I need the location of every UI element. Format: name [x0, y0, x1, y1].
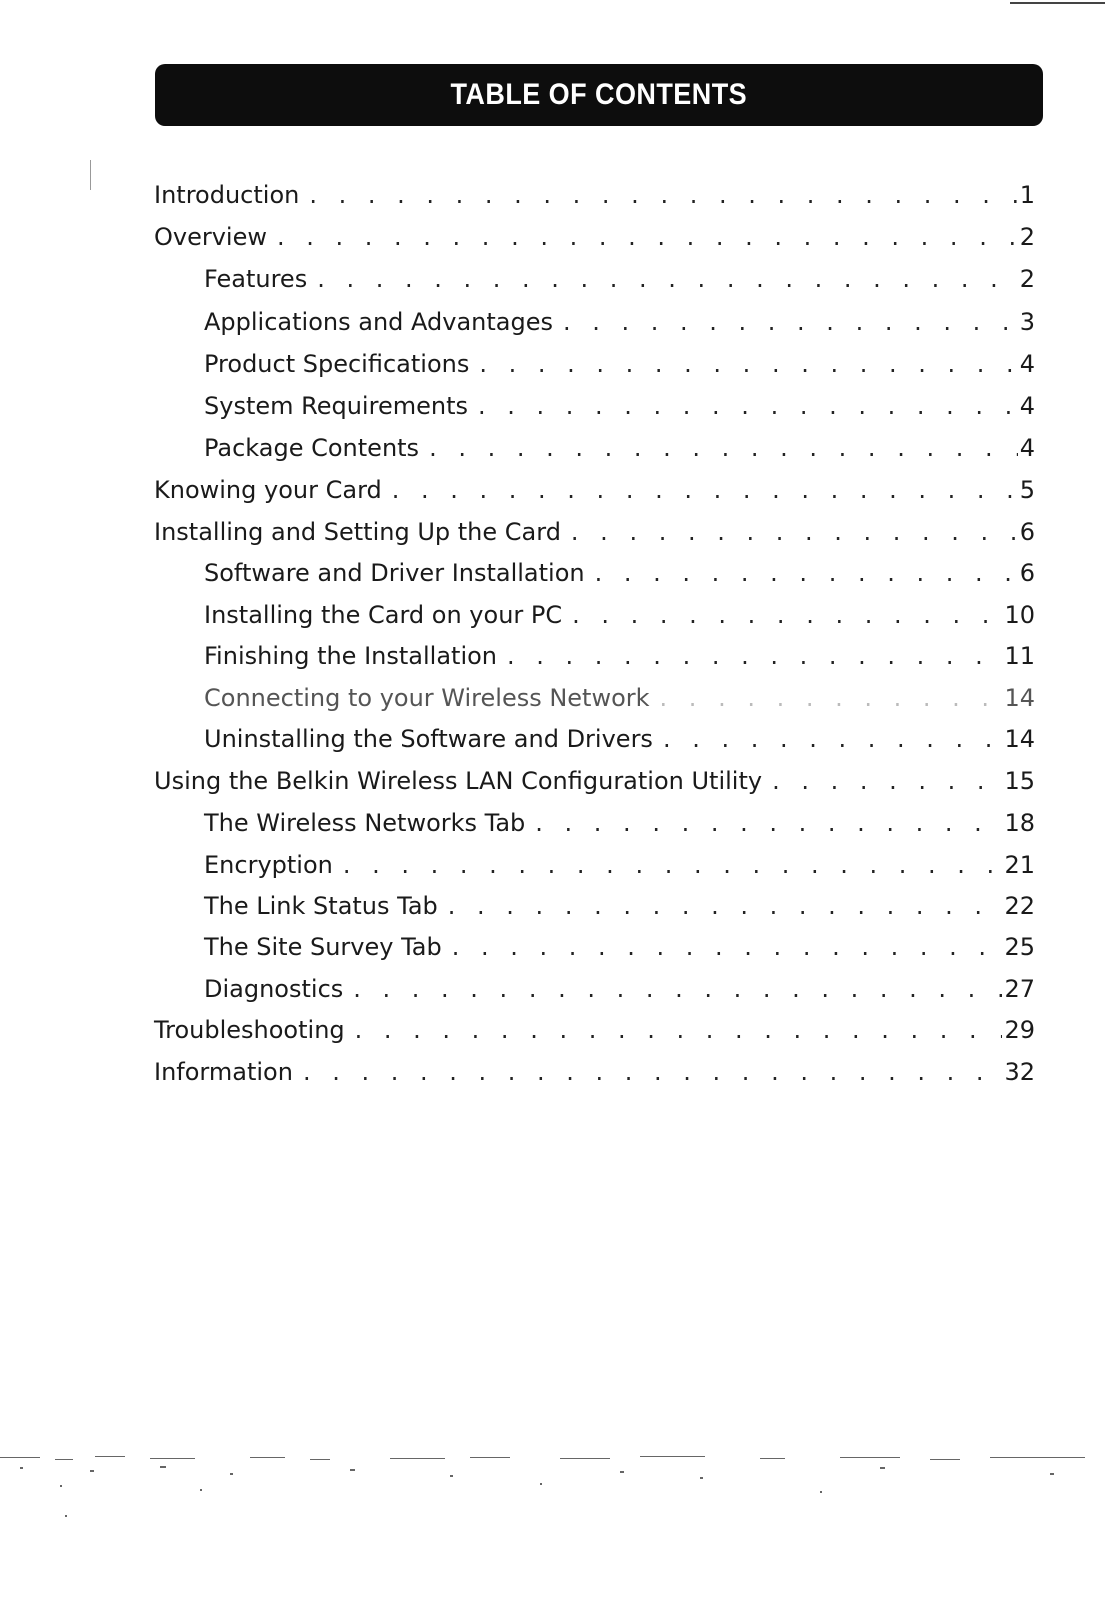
dot-leader: [353, 974, 1002, 1004]
toc-entry-page: 15: [1004, 767, 1035, 795]
toc-entry-applications[interactable]: [204, 307, 1035, 337]
toc-entry-page: 32: [1004, 1058, 1035, 1086]
toc-entry-title: Troubleshooting: [154, 1016, 345, 1044]
toc-entry-title: Overview: [154, 223, 267, 251]
toc-entry-wireless-networks-tab[interactable]: [204, 808, 1035, 838]
dot-leader: [563, 307, 1018, 337]
dot-leader: [663, 724, 1003, 754]
toc-entry-troubleshooting[interactable]: [154, 1015, 1035, 1045]
dot-leader: [309, 180, 1017, 210]
toc-entry-page: 22: [1004, 892, 1035, 920]
toc-entry-page: 10: [1004, 601, 1035, 629]
toc-entry-installing-setting-up[interactable]: [154, 517, 1035, 547]
dot-leader: [355, 1015, 1003, 1045]
toc-entry-page: 1: [1019, 181, 1035, 209]
toc-entry-title: Connecting to your Wireless Network: [204, 684, 650, 712]
toc-entry-page: 4: [1019, 392, 1035, 420]
toc-entry-knowing-your-card[interactable]: [154, 475, 1035, 505]
toc-entry-page: 27: [1004, 975, 1035, 1003]
dot-leader: [448, 891, 1003, 921]
toc-entry-page: 5: [1019, 476, 1035, 504]
dot-leader: [317, 264, 1018, 294]
toc-entry-title: The Site Survey Tab: [204, 933, 442, 961]
toc-entry-information[interactable]: [154, 1057, 1035, 1087]
toc-entry-introduction[interactable]: [154, 180, 1035, 210]
toc-entry-page: 14: [1004, 725, 1035, 753]
toc-entry-title: Finishing the Installation: [204, 642, 498, 670]
toc-entry-page: 4: [1019, 350, 1035, 378]
toc-entry-title: Package Contents: [204, 434, 420, 462]
toc-entry-page: 25: [1004, 933, 1035, 961]
toc-entry-title: Installing the Card on your PC: [204, 601, 563, 629]
top-edge-rule: [1010, 2, 1105, 4]
toc-entry-title: Uninstalling the Software and Drivers: [204, 725, 653, 753]
toc-entry-page: 3: [1019, 308, 1035, 336]
toc-entry-finishing-installation[interactable]: [204, 641, 1035, 671]
toc-entry-title: Diagnostics: [204, 975, 344, 1003]
toc-entry-title: Features: [204, 265, 308, 293]
dot-leader: [392, 475, 1018, 505]
toc-entry-page: 18: [1004, 809, 1035, 837]
toc-entry-installing-card-pc[interactable]: [204, 600, 1035, 630]
dot-leader: [478, 391, 1018, 421]
toc-entry-product-specifications[interactable]: [204, 349, 1035, 379]
toc-entry-connecting-wireless-network[interactable]: [204, 683, 1035, 713]
toc-entry-page: 2: [1019, 223, 1035, 251]
dot-leader: [571, 517, 1018, 547]
toc-entry-title: System Requirements: [204, 392, 468, 420]
toc-entry-page: 6: [1019, 559, 1035, 587]
toc-entry-title: Installing and Setting Up the Card: [154, 518, 561, 546]
toc-entry-page: 4: [1019, 434, 1035, 462]
toc-entry-page: 21: [1004, 851, 1035, 879]
toc-entry-title: Using the Belkin Wireless LAN Configuration Utility: [154, 767, 763, 795]
toc-entry-uninstalling-software[interactable]: [204, 724, 1035, 754]
toc-entry-diagnostics[interactable]: [204, 974, 1035, 1004]
toc-entry-overview[interactable]: [154, 222, 1035, 252]
dot-leader: [452, 932, 1003, 962]
toc-entry-title: The Link Status Tab: [204, 892, 438, 920]
toc-entry-page: 2: [1019, 265, 1035, 293]
dot-leader: [535, 808, 1002, 838]
toc-entry-page: 14: [1004, 684, 1035, 712]
toc-entry-page: 29: [1004, 1016, 1035, 1044]
toc-entry-title: Introduction: [154, 181, 300, 209]
toc-entry-page: 6: [1019, 518, 1035, 546]
scan-noise-marks: [0, 1455, 1105, 1525]
toc-entry-title: Software and Driver Installation: [204, 559, 585, 587]
dot-leader: [343, 850, 1003, 880]
toc-entry-title: Product Specifications: [204, 350, 470, 378]
title-banner: [155, 64, 1043, 126]
toc-entry-link-status-tab[interactable]: [204, 891, 1035, 921]
dot-leader: [595, 558, 1018, 588]
toc-entry-title: The Wireless Networks Tab: [204, 809, 526, 837]
toc-entry-system-requirements[interactable]: [204, 391, 1035, 421]
dot-leader: [660, 683, 1003, 713]
dot-leader: [429, 433, 1018, 463]
toc-entry-title: Information: [154, 1058, 293, 1086]
page-title: TABLE OF CONTENTS: [450, 78, 748, 111]
margin-scan-mark: [90, 160, 91, 190]
toc-entry-title: Encryption: [204, 851, 333, 879]
dot-leader: [507, 641, 1002, 671]
toc-entry-title: Applications and Advantages: [204, 308, 553, 336]
dot-leader: [303, 1057, 1003, 1087]
dot-leader: [277, 222, 1018, 252]
toc-entry-encryption[interactable]: [204, 850, 1035, 880]
dot-leader: [479, 349, 1017, 379]
toc-entry-features[interactable]: [204, 264, 1035, 294]
toc-entry-configuration-utility[interactable]: [154, 766, 1035, 796]
toc-entry-site-survey-tab[interactable]: [204, 932, 1035, 962]
dot-leader: [572, 600, 1002, 630]
toc-entry-package-contents[interactable]: [204, 433, 1035, 463]
toc-entry-software-driver-installation[interactable]: [204, 558, 1035, 588]
dot-leader: [772, 766, 1002, 796]
toc-entry-title: Knowing your Card: [154, 476, 382, 504]
toc-entry-page: 11: [1004, 642, 1035, 670]
